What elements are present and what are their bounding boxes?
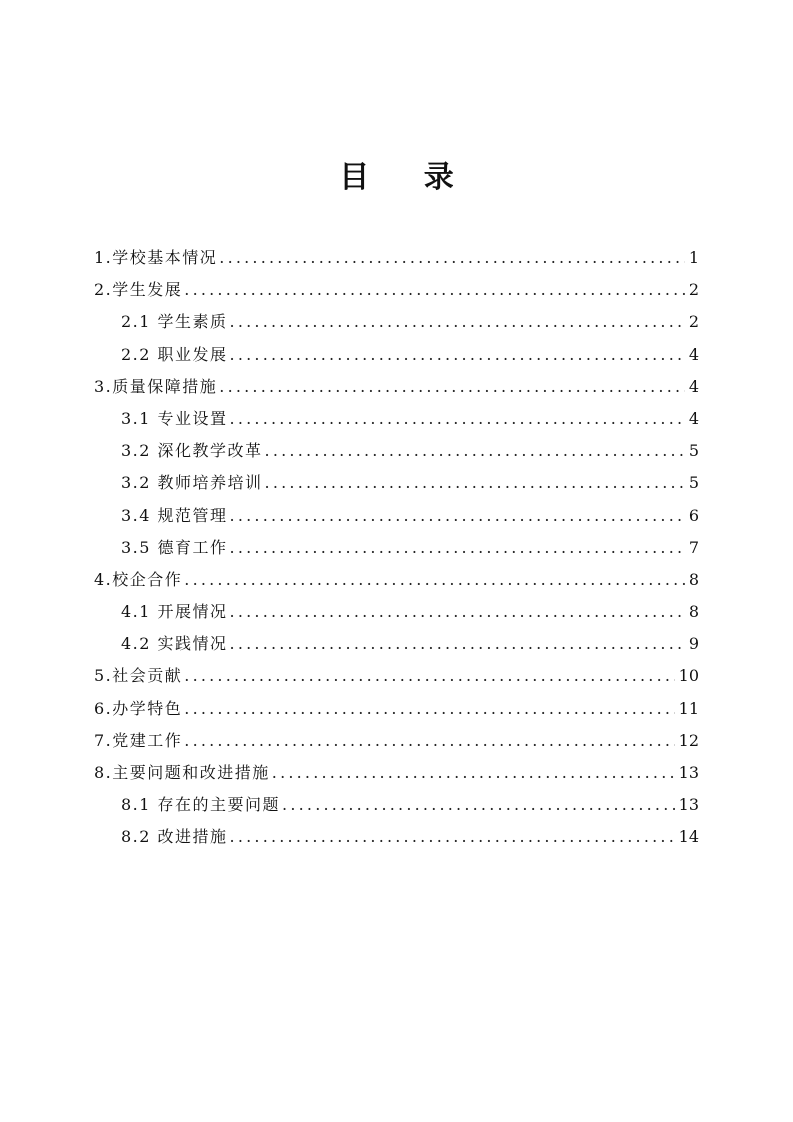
toc-entry-label: 8.2 改进措施 bbox=[121, 827, 228, 847]
toc-dot-leader bbox=[265, 467, 685, 499]
toc-dot-leader bbox=[230, 339, 685, 371]
toc-entry-label: 3.1 专业设置 bbox=[121, 408, 228, 428]
toc-entry-label: 1.学校基本情况 bbox=[94, 248, 218, 267]
toc-dot-leader bbox=[184, 274, 685, 306]
toc-page-number: 11 bbox=[678, 698, 699, 718]
toc-title: 目 录 bbox=[339, 160, 476, 195]
toc-subentry[interactable] bbox=[94, 403, 699, 435]
toc-page-number: 10 bbox=[678, 666, 699, 686]
toc-page-number: 13 bbox=[678, 763, 699, 782]
toc-dot-leader bbox=[230, 500, 685, 532]
toc-entry-label: 4.1 开展情况 bbox=[121, 602, 228, 622]
toc-page-number: 5 bbox=[688, 441, 699, 461]
toc-dot-leader bbox=[219, 371, 685, 403]
toc-page-number: 8 bbox=[688, 602, 699, 622]
toc-page-number: 2 bbox=[688, 280, 699, 300]
toc-page-number: 7 bbox=[688, 537, 699, 557]
toc-subentry[interactable] bbox=[94, 467, 699, 499]
toc-page-number: 2 bbox=[688, 312, 699, 332]
toc-entry[interactable] bbox=[94, 564, 699, 596]
toc-entry-label: 4.2 实践情况 bbox=[121, 634, 228, 654]
toc-entry[interactable] bbox=[94, 757, 699, 789]
toc-dot-leader bbox=[230, 532, 685, 564]
toc-list bbox=[94, 242, 699, 854]
toc-page-number: 4 bbox=[688, 376, 699, 396]
toc-entry-label: 3.4 规范管理 bbox=[121, 505, 228, 525]
toc-subentry[interactable] bbox=[94, 306, 699, 338]
toc-entry-label: 8.主要问题和改进措施 bbox=[94, 763, 270, 782]
toc-entry-label: 3.5 德育工作 bbox=[121, 537, 228, 557]
toc-dot-leader bbox=[230, 596, 685, 628]
toc-dot-leader bbox=[219, 242, 685, 274]
toc-dot-leader bbox=[272, 757, 675, 789]
toc-page-number: 13 bbox=[678, 795, 699, 815]
toc-page-number: 8 bbox=[688, 569, 699, 589]
toc-dot-leader bbox=[230, 821, 675, 853]
toc-entry[interactable] bbox=[94, 660, 699, 692]
toc-dot-leader bbox=[282, 789, 675, 821]
toc-entry-label: 8.1 存在的主要问题 bbox=[121, 795, 281, 815]
toc-dot-leader bbox=[230, 306, 685, 338]
toc-dot-leader bbox=[184, 693, 674, 725]
toc-dot-leader bbox=[265, 435, 685, 467]
toc-page-number: 9 bbox=[688, 634, 699, 654]
toc-subentry[interactable] bbox=[94, 339, 699, 371]
toc-entry-label: 7.党建工作 bbox=[94, 730, 183, 750]
toc-page-number: 12 bbox=[678, 730, 699, 750]
toc-entry-label: 3.2 深化教学改革 bbox=[121, 441, 263, 461]
toc-subentry[interactable] bbox=[94, 596, 699, 628]
toc-page-number: 6 bbox=[688, 505, 699, 525]
toc-entry[interactable] bbox=[94, 274, 699, 306]
toc-entry[interactable] bbox=[94, 371, 699, 403]
toc-entry-label: 4.校企合作 bbox=[94, 569, 183, 589]
toc-entry-label: 2.学生发展 bbox=[94, 280, 183, 300]
toc-dot-leader bbox=[184, 660, 674, 692]
toc-entry[interactable] bbox=[94, 693, 699, 725]
toc-entry-label: 3.2 教师培养培训 bbox=[121, 473, 263, 493]
toc-subentry[interactable] bbox=[94, 789, 699, 821]
toc-page-number: 1 bbox=[688, 248, 699, 267]
toc-subentry[interactable] bbox=[94, 500, 699, 532]
toc-dot-leader bbox=[184, 564, 685, 596]
toc-entry-label: 2.1 学生素质 bbox=[121, 312, 228, 332]
toc-page-number: 4 bbox=[688, 344, 699, 364]
toc-dot-leader bbox=[230, 403, 685, 435]
toc-page-number: 5 bbox=[688, 473, 699, 493]
toc-subentry[interactable] bbox=[94, 532, 699, 564]
toc-subentry[interactable] bbox=[94, 821, 699, 853]
toc-dot-leader bbox=[184, 725, 674, 757]
toc-page-number: 14 bbox=[678, 827, 699, 847]
toc-entry-label: 2.2 职业发展 bbox=[121, 344, 228, 364]
toc-subentry[interactable] bbox=[94, 435, 699, 467]
toc-entry[interactable] bbox=[94, 242, 699, 274]
toc-subentry[interactable] bbox=[94, 628, 699, 660]
toc-dot-leader bbox=[230, 628, 685, 660]
toc-entry-label: 3.质量保障措施 bbox=[94, 376, 218, 396]
toc-entry-label: 5.社会贡献 bbox=[94, 666, 183, 686]
toc-entry-label: 6.办学特色 bbox=[94, 698, 183, 718]
toc-entry[interactable] bbox=[94, 725, 699, 757]
toc-page-number: 4 bbox=[688, 408, 699, 428]
